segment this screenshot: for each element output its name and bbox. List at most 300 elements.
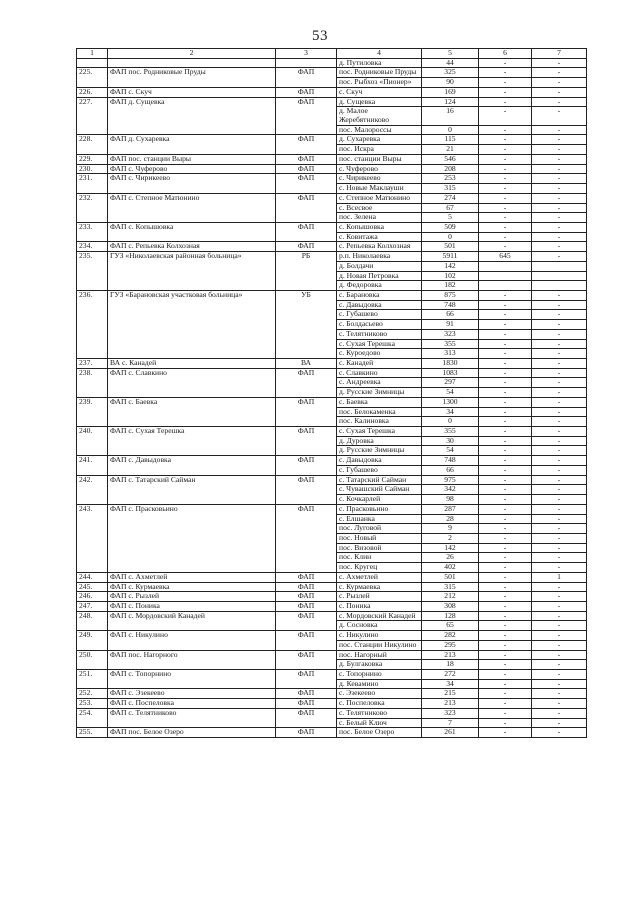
population-value: 5911 xyxy=(422,252,479,262)
column-7-value: - xyxy=(532,290,587,300)
column-7-value: - xyxy=(532,553,587,563)
population-value: 26 xyxy=(422,553,479,563)
population-value: 308 xyxy=(422,601,479,611)
settlement-name: с. Кочкарлей xyxy=(337,495,422,505)
population-value: 7 xyxy=(422,718,479,728)
settlement-name: с. Эзекеево xyxy=(337,689,422,699)
column-6-value: - xyxy=(479,125,532,135)
population-value: 54 xyxy=(422,388,479,398)
column-6-value: - xyxy=(479,446,532,456)
settlement-name: пос. Рыбхоз «Пионер» xyxy=(337,78,422,88)
settlement-name: пос. Визовой xyxy=(337,543,422,553)
column-6-value: - xyxy=(479,368,532,378)
column-6-value: - xyxy=(479,650,532,660)
table-row xyxy=(77,368,587,378)
population-value: 30 xyxy=(422,436,479,446)
settlement-name: с. Канадей xyxy=(337,359,422,369)
column-7-value: - xyxy=(532,689,587,699)
column-6-value: - xyxy=(479,78,532,88)
table-row xyxy=(77,611,587,621)
column-6-value: - xyxy=(479,145,532,155)
column-7-value: - xyxy=(532,485,587,495)
row-number: 242. xyxy=(77,475,108,504)
column-7-value: - xyxy=(532,193,587,203)
row-number: 241. xyxy=(77,456,108,475)
population-value: 315 xyxy=(422,582,479,592)
population-value: 975 xyxy=(422,475,479,485)
column-7-value: - xyxy=(532,368,587,378)
facility-type: ФАП xyxy=(276,631,337,650)
column-6-value: - xyxy=(479,397,532,407)
facility-type: ФАП xyxy=(276,135,337,154)
settlement-name: с. Репьевка Колхозная xyxy=(337,242,422,252)
column-6-value: - xyxy=(479,193,532,203)
population-value: 90 xyxy=(422,78,479,88)
column-6-value: - xyxy=(479,184,532,194)
column-7-value: - xyxy=(532,174,587,184)
column-6-value: - xyxy=(479,572,532,582)
population-value: 34 xyxy=(422,679,479,689)
column-7-value: - xyxy=(532,465,587,475)
facility-type: ФАП xyxy=(276,611,337,630)
settlement-name: с. Ковитажа xyxy=(337,232,422,242)
facility-type: ФАП xyxy=(276,87,337,97)
facility-name: ГУЗ «Барановская участковая больница» xyxy=(108,290,276,358)
column-7-value: - xyxy=(532,222,587,232)
column-6-value: - xyxy=(479,436,532,446)
column-7-value: - xyxy=(532,582,587,592)
facility-type: ФАП xyxy=(276,97,337,135)
table-row xyxy=(77,397,587,407)
row-number: 247. xyxy=(77,601,108,611)
facility-name: ФАП с. Мордовский Канадей xyxy=(108,611,276,630)
row-number: 243. xyxy=(77,504,108,572)
row-number: 254. xyxy=(77,708,108,727)
settlement-name: пос. Белое Озеро xyxy=(337,728,422,738)
column-7-value: - xyxy=(532,242,587,252)
settlement-name: д. Новая Петровка xyxy=(337,271,422,281)
facility-name: ФАП с. Рызлей xyxy=(108,592,276,602)
facility-name: ФАП с. Степное Матюнино xyxy=(108,193,276,222)
facility-type: ФАП xyxy=(276,368,337,397)
settlement-name: д. Дуровка xyxy=(337,436,422,446)
facility-type: ФАП xyxy=(276,601,337,611)
column-6-value: - xyxy=(479,728,532,738)
table-row xyxy=(77,290,587,300)
row-number: 245. xyxy=(77,582,108,592)
column-6-value: - xyxy=(479,465,532,475)
facility-name: ФАП с. Эзекеево xyxy=(108,689,276,699)
settlement-name: пос. Кругец xyxy=(337,563,422,573)
population-value: 91 xyxy=(422,320,479,330)
facility-name: ФАП с. Поника xyxy=(108,601,276,611)
table-row xyxy=(77,97,587,107)
settlement-name: с. Баевка xyxy=(337,397,422,407)
column-header-1: 1 xyxy=(77,49,108,59)
facility-name: ФАП пос. станции Выры xyxy=(108,154,276,164)
table-row xyxy=(77,135,587,145)
population-value: 282 xyxy=(422,631,479,641)
facility-name: ФАП с. Давыдовка xyxy=(108,456,276,475)
column-6-value: - xyxy=(479,456,532,466)
column-6-value: - xyxy=(479,242,532,252)
settlement-name: д. Сосновка xyxy=(337,621,422,631)
settlement-name: пос. Белокаменка xyxy=(337,407,422,417)
facility-type: ФАП xyxy=(276,475,337,504)
column-7-value: - xyxy=(532,524,587,534)
population-value: 28 xyxy=(422,514,479,524)
population-value: 0 xyxy=(422,232,479,242)
column-7-value: - xyxy=(532,378,587,388)
column-7-value: - xyxy=(532,446,587,456)
population-value: 748 xyxy=(422,300,479,310)
settlement-name: д. Булгаковка xyxy=(337,660,422,670)
settlement-name: пос. Родниковые Пруды xyxy=(337,68,422,78)
settlement-name: с. Скуч xyxy=(337,87,422,97)
column-6-value: - xyxy=(479,97,532,107)
settlement-name: с. Никулино xyxy=(337,631,422,641)
settlement-name: с. Давыдовка xyxy=(337,456,422,466)
settlement-name: д. Сущевка xyxy=(337,97,422,107)
row-number xyxy=(77,58,108,68)
row-number: 252. xyxy=(77,689,108,699)
column-6-value: - xyxy=(479,58,532,68)
facility-type: ФАП xyxy=(276,670,337,689)
table-row xyxy=(77,359,587,369)
column-6-value: - xyxy=(479,689,532,699)
population-value: 213 xyxy=(422,699,479,709)
column-6-value: - xyxy=(479,203,532,213)
population-value: 355 xyxy=(422,339,479,349)
population-value: 9 xyxy=(422,524,479,534)
row-number: 226. xyxy=(77,87,108,97)
facility-type: ФАП xyxy=(276,427,337,456)
column-6-value: - xyxy=(479,563,532,573)
column-7-value: - xyxy=(532,125,587,135)
population-value: 875 xyxy=(422,290,479,300)
population-value: 355 xyxy=(422,427,479,437)
population-value: 315 xyxy=(422,184,479,194)
facility-type: ФАП xyxy=(276,193,337,222)
column-7-value: - xyxy=(532,339,587,349)
table-row xyxy=(77,174,587,184)
column-6-value: - xyxy=(479,359,532,369)
column-7-value xyxy=(532,271,587,281)
population-value: 748 xyxy=(422,456,479,466)
settlement-name: пос. Станции Никулино xyxy=(337,640,422,650)
facility-name: ФАП с. Ахметлей xyxy=(108,572,276,582)
settlement-name: с. Степное Матюнино xyxy=(337,193,422,203)
population-value: 509 xyxy=(422,222,479,232)
settlement-name: с. Елшанка xyxy=(337,514,422,524)
column-header-4: 4 xyxy=(337,49,422,59)
facility-name: ФАП пос. Белое Озеро xyxy=(108,728,276,738)
column-6-value: - xyxy=(479,349,532,359)
facility-type: ФАП xyxy=(276,572,337,582)
population-value: 0 xyxy=(422,125,479,135)
row-number: 240. xyxy=(77,427,108,456)
population-value: 142 xyxy=(422,543,479,553)
settlement-name: с. Сухая Терешка xyxy=(337,427,422,437)
column-7-value: - xyxy=(532,631,587,641)
column-6-value: - xyxy=(479,427,532,437)
settlement-name: с. Копышовка xyxy=(337,222,422,232)
table-row xyxy=(77,154,587,164)
facility-type: ФАП xyxy=(276,222,337,241)
population-value: 501 xyxy=(422,242,479,252)
column-6-value xyxy=(479,271,532,281)
facility-name: ФАП с. Сухая Терешка xyxy=(108,427,276,456)
settlement-name: пос. Новый xyxy=(337,533,422,543)
settlement-name: пос. Клин xyxy=(337,553,422,563)
column-6-value: - xyxy=(479,660,532,670)
column-7-value: - xyxy=(532,397,587,407)
settlement-name: с. Прасковьино xyxy=(337,504,422,514)
facility-name: ФАП с. Никулино xyxy=(108,631,276,650)
population-value: 325 xyxy=(422,68,479,78)
facility-type: ФАП xyxy=(276,456,337,475)
column-7-value: - xyxy=(532,417,587,427)
settlement-name: пос. Луговой xyxy=(337,524,422,534)
settlement-name: с. Сухая Терешка xyxy=(337,339,422,349)
population-value: 34 xyxy=(422,407,479,417)
column-7-value: - xyxy=(532,601,587,611)
population-value: 128 xyxy=(422,611,479,621)
column-7-value: - xyxy=(532,203,587,213)
column-7-value: - xyxy=(532,436,587,446)
settlement-name: с. Татарский Сайман xyxy=(337,475,422,485)
column-6-value: - xyxy=(479,68,532,78)
population-value: 67 xyxy=(422,203,479,213)
table-row xyxy=(77,252,587,262)
facilities-table xyxy=(76,48,587,738)
row-number: 228. xyxy=(77,135,108,154)
table-row xyxy=(77,601,587,611)
row-number: 233. xyxy=(77,222,108,241)
facility-name: ФАП с. Копышовка xyxy=(108,222,276,241)
column-7-value: 1 xyxy=(532,572,587,582)
column-6-value: - xyxy=(479,222,532,232)
column-7-value: - xyxy=(532,660,587,670)
population-value: 402 xyxy=(422,563,479,573)
column-7-value: - xyxy=(532,407,587,417)
population-value: 1830 xyxy=(422,359,479,369)
column-6-value: - xyxy=(479,135,532,145)
row-number: 231. xyxy=(77,174,108,193)
settlement-name: с. Ахметлей xyxy=(337,572,422,582)
settlement-name: д. Кевамино xyxy=(337,679,422,689)
facility-type xyxy=(276,58,337,68)
column-6-value: - xyxy=(479,504,532,514)
row-number: 239. xyxy=(77,397,108,426)
column-7-value: - xyxy=(532,310,587,320)
settlement-name: д. Малое Жеребятниково xyxy=(337,107,422,125)
settlement-name: с. Губашево xyxy=(337,465,422,475)
column-7-value: - xyxy=(532,107,587,125)
row-number: 238. xyxy=(77,368,108,397)
column-6-value: - xyxy=(479,174,532,184)
population-value: 18 xyxy=(422,660,479,670)
column-6-value xyxy=(479,281,532,291)
row-number: 227. xyxy=(77,97,108,135)
column-6-value: - xyxy=(479,475,532,485)
column-6-value: - xyxy=(479,524,532,534)
settlement-name: пос. Малороссы xyxy=(337,125,422,135)
settlement-name: д. Русские Зимницы xyxy=(337,388,422,398)
column-7-value: - xyxy=(532,504,587,514)
column-7-value: - xyxy=(532,543,587,553)
table-row xyxy=(77,592,587,602)
column-7-value: - xyxy=(532,563,587,573)
settlement-name: пос. Калиновка xyxy=(337,417,422,427)
population-value: 44 xyxy=(422,58,479,68)
population-value: 287 xyxy=(422,504,479,514)
column-6-value: - xyxy=(479,417,532,427)
settlement-name: д. Федоровка xyxy=(337,281,422,291)
facility-name xyxy=(108,58,276,68)
settlement-name: с. Курмаевка xyxy=(337,582,422,592)
population-value: 313 xyxy=(422,349,479,359)
settlement-name: с. Давыдовка xyxy=(337,300,422,310)
settlement-name: пос. станции Выры xyxy=(337,154,422,164)
settlement-name: с. Телятниково xyxy=(337,329,422,339)
population-value: 66 xyxy=(422,310,479,320)
facility-name: ФАП с. Баевка xyxy=(108,397,276,426)
table-row xyxy=(77,164,587,174)
population-value: 342 xyxy=(422,485,479,495)
column-6-value: - xyxy=(479,154,532,164)
column-7-value: - xyxy=(532,708,587,718)
column-7-value: - xyxy=(532,650,587,660)
table-row xyxy=(77,631,587,641)
facility-type: ФАП xyxy=(276,397,337,426)
row-number: 244. xyxy=(77,572,108,582)
column-7-value: - xyxy=(532,300,587,310)
column-6-value: - xyxy=(479,679,532,689)
column-6-value: - xyxy=(479,592,532,602)
facility-type: ФАП xyxy=(276,582,337,592)
population-value: 1083 xyxy=(422,368,479,378)
facility-type: ФАП xyxy=(276,504,337,572)
population-value: 124 xyxy=(422,97,479,107)
column-7-value: - xyxy=(532,87,587,97)
row-number: 253. xyxy=(77,699,108,709)
facility-type: ВА xyxy=(276,359,337,369)
table-row xyxy=(77,572,587,582)
population-value: 0 xyxy=(422,417,479,427)
row-number: 235. xyxy=(77,252,108,291)
settlement-name: с. Всесвое xyxy=(337,203,422,213)
column-header-6: 6 xyxy=(479,49,532,59)
column-6-value: - xyxy=(479,582,532,592)
column-7-value: - xyxy=(532,670,587,680)
facility-type: ФАП xyxy=(276,154,337,164)
settlement-name: с. Болдасьево xyxy=(337,320,422,330)
column-6-value: - xyxy=(479,290,532,300)
facility-name: ФАП с. Скуч xyxy=(108,87,276,97)
facility-name: ФАП пос. Родниковые Пруды xyxy=(108,68,276,87)
table-row xyxy=(77,427,587,437)
population-value: 5 xyxy=(422,213,479,223)
settlement-name: с. Поника xyxy=(337,601,422,611)
column-7-value: - xyxy=(532,679,587,689)
population-value: 208 xyxy=(422,164,479,174)
table-header-row xyxy=(77,49,587,59)
column-6-value: - xyxy=(479,320,532,330)
column-6-value: - xyxy=(479,329,532,339)
settlement-name: с. Чирикеево xyxy=(337,174,422,184)
facility-type: РБ xyxy=(276,252,337,291)
table-row xyxy=(77,582,587,592)
column-7-value: - xyxy=(532,514,587,524)
column-6-value: - xyxy=(479,718,532,728)
column-6-value: - xyxy=(479,339,532,349)
facility-type: ФАП xyxy=(276,689,337,699)
facility-name: ФАП д. Сухаревка xyxy=(108,135,276,154)
column-header-3: 3 xyxy=(276,49,337,59)
population-value: 1300 xyxy=(422,397,479,407)
facility-name: ФАП с. Курмаевка xyxy=(108,582,276,592)
column-6-value: - xyxy=(479,164,532,174)
row-number: 236. xyxy=(77,290,108,358)
column-7-value: - xyxy=(532,213,587,223)
population-value: 65 xyxy=(422,621,479,631)
facility-name: ГУЗ «Николаевская районная больница» xyxy=(108,252,276,291)
column-6-value: - xyxy=(479,485,532,495)
facility-type: ФАП xyxy=(276,708,337,727)
column-7-value: - xyxy=(532,329,587,339)
row-number: 255. xyxy=(77,728,108,738)
column-7-value: - xyxy=(532,68,587,78)
column-7-value: - xyxy=(532,349,587,359)
population-value: 215 xyxy=(422,689,479,699)
column-6-value: - xyxy=(479,631,532,641)
population-value: 182 xyxy=(422,281,479,291)
settlement-name: с. Мордовский Канадей xyxy=(337,611,422,621)
row-number: 248. xyxy=(77,611,108,630)
column-7-value: - xyxy=(532,388,587,398)
column-7-value: - xyxy=(532,475,587,485)
settlement-name: с. Чувашский Сайман xyxy=(337,485,422,495)
column-7-value: - xyxy=(532,611,587,621)
column-6-value: - xyxy=(479,378,532,388)
facility-name: ФАП с. Славкино xyxy=(108,368,276,397)
table-row xyxy=(77,68,587,78)
column-7-value: - xyxy=(532,164,587,174)
row-number: 232. xyxy=(77,193,108,222)
column-7-value: - xyxy=(532,533,587,543)
column-6-value: - xyxy=(479,310,532,320)
facility-name: ФАП с. Телятниково xyxy=(108,708,276,727)
facility-name: ФАП с. Поспеловка xyxy=(108,699,276,709)
row-number: 246. xyxy=(77,592,108,602)
table-row xyxy=(77,58,587,68)
facility-name: ФАП с. Репьевка Колхозная xyxy=(108,242,276,252)
column-7-value xyxy=(532,281,587,291)
settlement-name: с. Топорнино xyxy=(337,670,422,680)
column-header-7: 7 xyxy=(532,49,587,59)
column-6-value: - xyxy=(479,388,532,398)
population-value: 297 xyxy=(422,378,479,388)
column-6-value: - xyxy=(479,514,532,524)
column-6-value: 645 xyxy=(479,252,532,262)
table-row xyxy=(77,728,587,738)
facility-type: ФАП xyxy=(276,164,337,174)
facility-type: ФАП xyxy=(276,650,337,669)
column-6-value: - xyxy=(479,232,532,242)
population-value: 212 xyxy=(422,592,479,602)
population-value: 54 xyxy=(422,446,479,456)
